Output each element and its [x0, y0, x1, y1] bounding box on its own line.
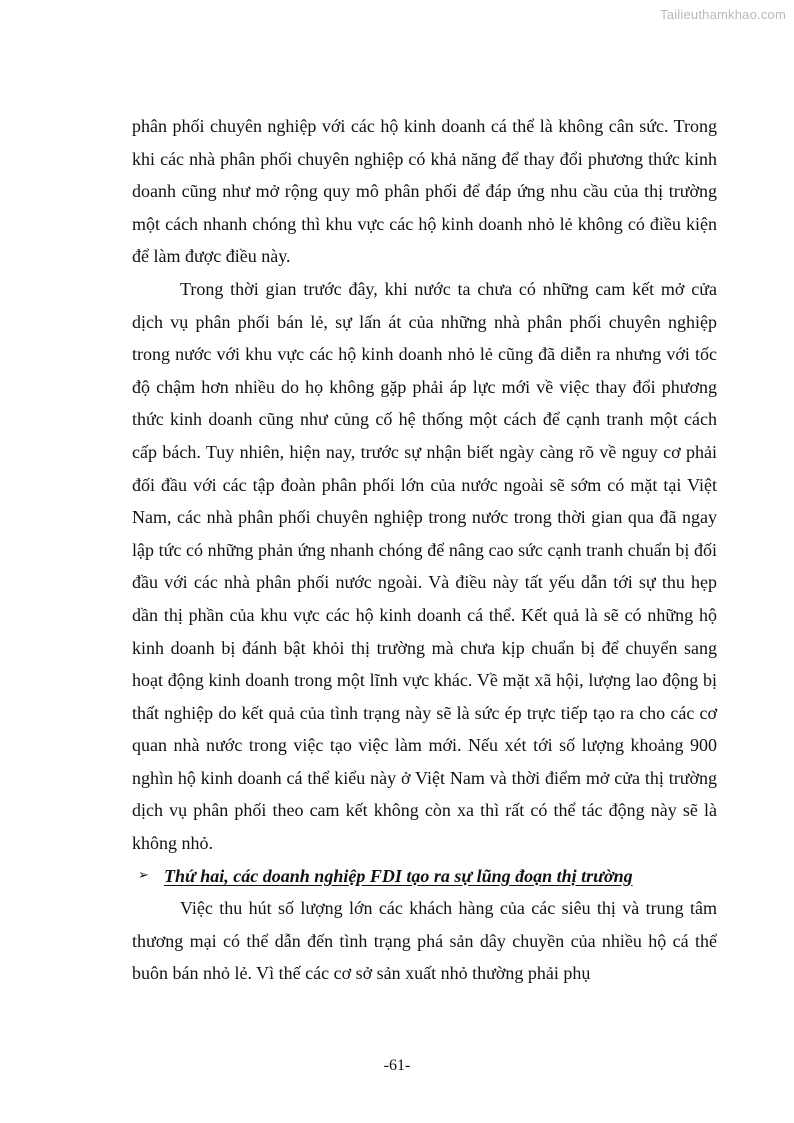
section-heading — [132, 860, 717, 893]
document-body — [132, 110, 717, 990]
section-heading-text: Thứ hai, các doanh nghiệp FDI tạo ra sự lũng đoạn thị trường — [164, 865, 633, 886]
page-number: -61- — [383, 1057, 411, 1074]
watermark: Tailieuthamkhao.com — [660, 7, 786, 22]
paragraph-continued: phân phối chuyên nghiệp với các hộ kinh doanh cá thể là không cân sức. Trong khi các nhà phân phối chuyên nghiệp có khả năng để thay đổi phương thức kinh doanh cũng như mở rộng quy mô phân phối để đáp ứng nhu cầu của thị trường một cách nhanh chóng thì khu vực các hộ kinh doanh nhỏ lẻ không có điều kiện để làm được điều này. — [132, 116, 717, 267]
paragraph-body: Trong thời gian trước đây, khi nước ta chưa có những cam kết mở cửa dịch vụ phân phối bán lẻ, sự lấn át của những nhà phân phối chuyên nghiệp trong nước với khu vực các hộ kinh doanh nhỏ lẻ cũng đã diễn ra nhưng với tốc độ chậm hơn nhiều do họ không gặp phải áp lực mới về việc thay đổi phương thức kinh doanh cũng như củng cố hệ thống một cách để cạnh tranh một cách cấp bách. Tuy nhiên, hiện nay, trước sự nhận biết ngày càng rõ về nguy cơ phải đối đầu với các tập đoàn phân phối lớn của nước ngoài sẽ sớm có mặt tại Việt Nam, các nhà phân phối chuyên nghiệp trong nước trong thời gian qua đã ngay lập tức có những phản ứng nhanh chóng để nâng cao sức cạnh tranh chuẩn bị đối đầu với các nhà phân phối nước ngoài. Và điều này tất yếu dẫn tới sự thu hẹp dần thị phần của khu vực các hộ kinh doanh cá thể. Kết quả là sẽ có những hộ kinh doanh bị đánh bật khỏi thị trường mà chưa kịp chuẩn bị để chuyển sang hoạt động kinh doanh trong một lĩnh vực khác. Về mặt xã hội, lượng lao động bị thất nghiệp do kết quả của tình trạng này sẽ là sức ép trực tiếp tạo ra cho các cơ quan nhà nước trong việc tạo việc làm mới. Nếu xét tới số lượng khoảng 900 nghìn hộ kinh doanh cá thể kiểu này ở Việt Nam và thời điểm mở cửa thị trường dịch vụ phân phối theo cam kết không còn xa thì rất có thể tác động này sẽ là không nhỏ. — [132, 278, 717, 854]
arrow-bullet-icon: ➢ — [138, 867, 149, 883]
paragraph-closing: Việc thu hút số lượng lớn các khách hàng của các siêu thị và trung tâm thương mại có thể dẫn đến tình trạng phá sản dây chuyền của nhiều hộ cá thể buôn bán nhỏ lẻ. Vì thế các cơ sở sản xuất nhỏ thường phải phụ — [132, 898, 717, 984]
